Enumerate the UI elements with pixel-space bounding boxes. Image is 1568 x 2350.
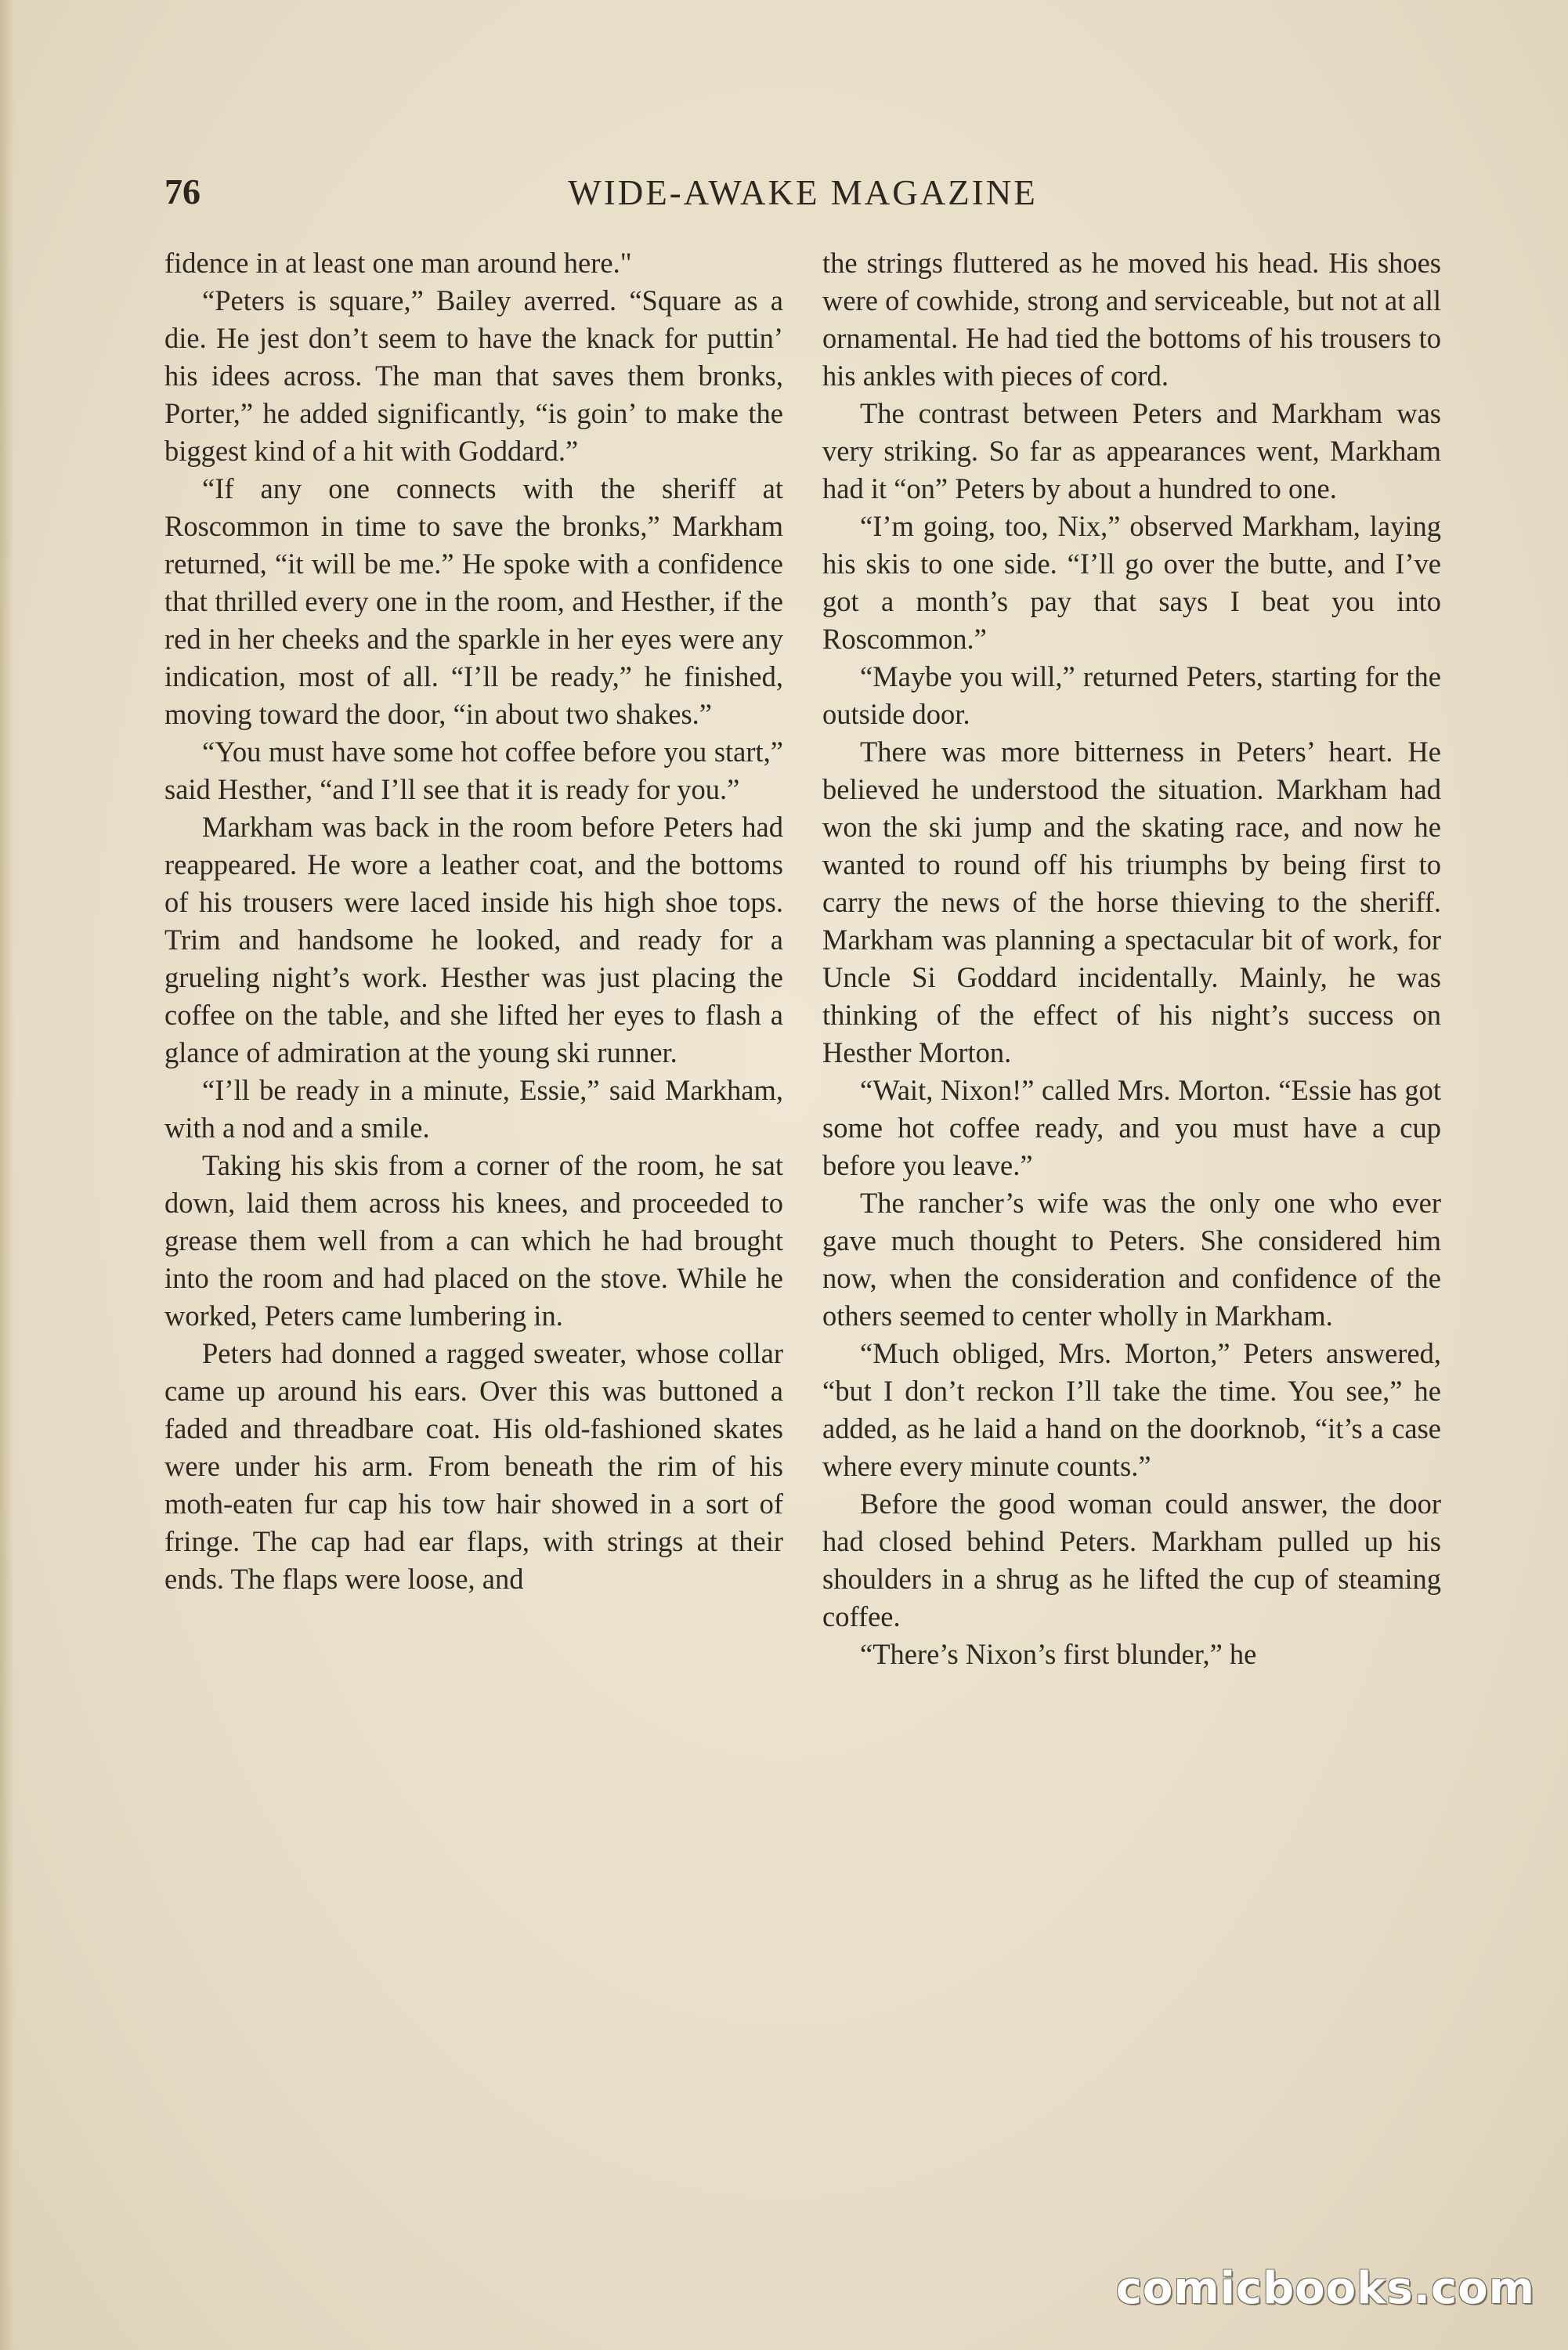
page-number: 76 — [164, 172, 201, 212]
paragraph: “There’s Nixon’s first blunder,” he — [860, 1638, 1257, 1670]
right-column — [822, 244, 1441, 1673]
paragraph: Markham was back in the room before Peters had reappeared. He wore a leather coat, and the bottoms of his trousers were laced inside his high shoe tops. Trim and handsome he looked, and ready for a grueling night’s work. Hesther was just placing the coffee on the table, and she lifted her eyes to flash a glance of admiration at the young ski runner. — [164, 811, 783, 1068]
paragraph: Peters had donned a ragged sweater, whose collar came up around his ears. Over this was buttoned a faded and threadbare coat. His old-fashioned skates were under his arm. From beneath the rim of his moth-eaten fur cap his tow hair showed in a sort of fringe. The cap had ear flaps, with strings at their ends. The flaps were loose, and — [164, 1337, 783, 1595]
page-edge-shadow — [0, 0, 14, 2350]
paragraph: “I’m going, too, Nix,” observed Markham, laying his skis to one side. “I’ll go over the butte, and I’ve got a month’s pay that says I beat you into Roscommon.” — [822, 510, 1441, 655]
paragraph: “You must have some hot coffee before you start,” said Hesther, “and I’ll see that it is ready for you.” — [164, 736, 783, 805]
watermark-logo: comicbooks.com — [1115, 2263, 1535, 2314]
paragraph: “If any one connects with the sheriff at Roscommon in time to save the bronks,” Markham returned, “it will be me.” He spoke with a confidence that thrilled every one in the room, and Hesther, if the red in her cheeks and the sparkle in her eyes were any indication, most of all. “I’ll be ready,” he finished, moving toward the door, “in about two shakes.” — [164, 472, 783, 730]
paragraph: Before the good woman could answer, the door had closed behind Peters. Markham pulled up his shoulders in a shrug as he lifted the cup of steaming coffee. — [822, 1488, 1441, 1632]
left-column — [164, 244, 783, 1598]
paragraph: fidence in at least one man around here." — [164, 247, 632, 279]
paragraph: The rancher’s wife was the only one who ever gave much thought to Peters. She considered him now, when the consideration and confidence of the others seemed to center wholly in Markham. — [822, 1187, 1441, 1332]
paragraph: “Wait, Nixon!” called Mrs. Morton. “Essie has got some hot coffee ready, and you must have a cup before you leave.” — [822, 1074, 1441, 1181]
paragraph: “Peters is square,” Bailey averred. “Square as a die. He jest don’t seem to have the knack for puttin’ his idees across. The man that saves them bronks, Porter,” he added significantly, “is goin’ to make the biggest kind of a hit with Goddard.” — [164, 284, 783, 467]
paragraph: the strings fluttered as he moved his head. His shoes were of cowhide, strong and serviceable, but not at all ornamental. He had tied the bottoms of his trousers to his ankles with pieces of cord. — [822, 247, 1441, 392]
magazine-title: WIDE-AWAKE MAGAZINE — [568, 173, 1038, 212]
paragraph: “Much obliged, Mrs. Morton,” Peters answered, “but I don’t reckon I’ll take the time. You see,” he added, as he laid a hand on the doorknob, “it’s a case where every minute counts.” — [822, 1337, 1441, 1482]
page-header — [164, 171, 1441, 218]
paragraph: Taking his skis from a corner of the room, he sat down, laid them across his knees, and proceeded to grease them well from a can which he had brought into the room and had placed on the stove. While he worked, Peters came lumbering in. — [164, 1149, 783, 1332]
paragraph: There was more bitterness in Peters’ heart. He believed he understood the situation. Markham had won the ski jump and the skating race, and now he wanted to round off his triumphs by being first to carry the news of the horse thieving to the sheriff. Markham was planning a spectacular bit of work, for Uncle Si Goddard incidentally. Mainly, he was thinking of the effect of his night’s success on Hesther Morton. — [822, 736, 1441, 1068]
paragraph: “Maybe you will,” returned Peters, starting for the outside door. — [822, 660, 1441, 730]
paragraph: “I’ll be ready in a minute, Essie,” said Markham, with a nod and a smile. — [164, 1074, 783, 1144]
paragraph: The contrast between Peters and Markham was very striking. So far as appearances went, Markham had it “on” Peters by about a hundred to one. — [822, 397, 1441, 504]
